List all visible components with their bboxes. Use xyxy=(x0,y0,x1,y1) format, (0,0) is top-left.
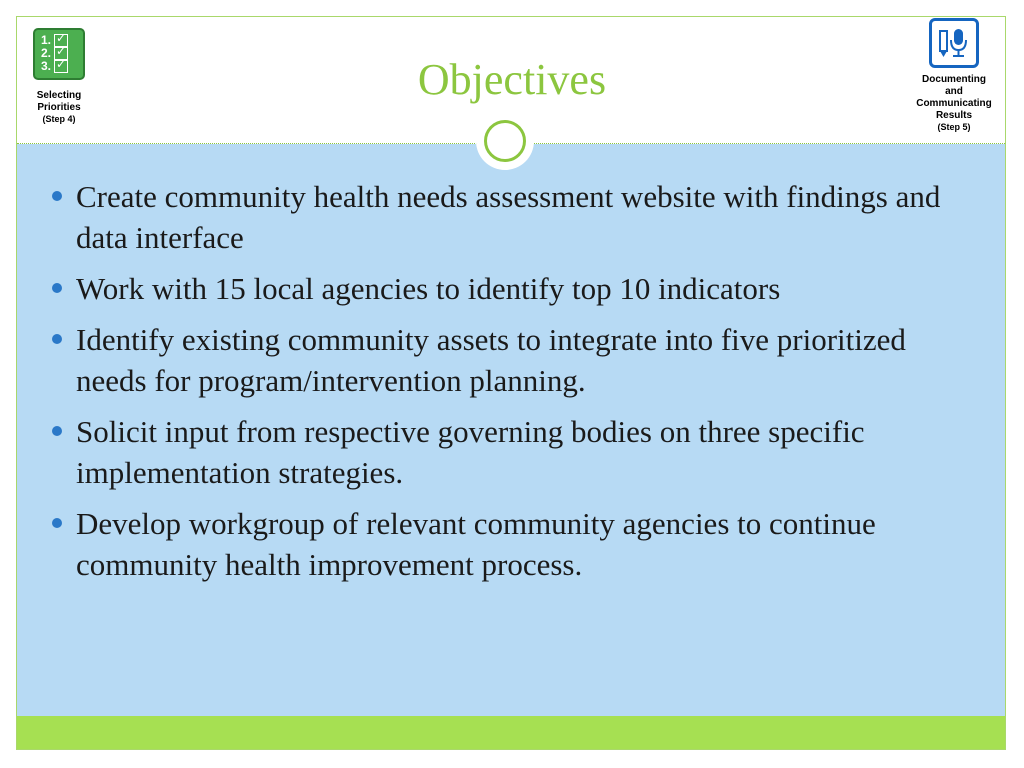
slide-title: Objectives xyxy=(417,55,607,104)
list-item xyxy=(48,319,983,401)
checklist-line-1: 1. xyxy=(41,33,52,47)
badge-label-line: Communicating xyxy=(916,98,992,109)
selecting-priorities-badge xyxy=(26,28,92,125)
bullet-text: Create community health needs assessment website with findings and data interface xyxy=(76,179,941,255)
bullet-text: Solicit input from respective governing bodies on three specific implementation strategies. xyxy=(76,414,865,490)
checklist-icon xyxy=(33,28,85,80)
bullet-icon xyxy=(52,518,62,528)
bullet-icon xyxy=(52,334,62,344)
bullet-icon xyxy=(52,426,62,436)
badge-label: Selecting Priorities xyxy=(36,90,82,113)
list-item xyxy=(48,268,983,309)
list-item xyxy=(48,503,983,585)
objectives-list xyxy=(48,176,983,595)
badge-step: (Step 4) xyxy=(42,114,76,124)
list-item xyxy=(48,176,983,258)
bullet-text: Identify existing community assets to integrate into five prioritized needs for program/intervention planning. xyxy=(76,322,906,398)
checkmark-icon: ✓ xyxy=(56,57,67,71)
documenting-results-badge xyxy=(906,18,1002,133)
bullet-text: Develop workgroup of relevant community agencies to continue community health improvement process. xyxy=(76,506,876,582)
bottom-bar xyxy=(17,716,1005,749)
bullet-icon xyxy=(52,283,62,293)
checkmark-icon: ✓ xyxy=(56,44,67,58)
bullet-text: Work with 15 local agencies to identify top 10 indicators xyxy=(76,271,781,306)
badge-label-line: and xyxy=(945,86,963,97)
badge-label xyxy=(906,74,1002,122)
badge-step: (Step 5) xyxy=(937,122,971,132)
checklist-line-3: 3. xyxy=(41,59,52,73)
checkmark-icon: ✓ xyxy=(56,31,67,45)
list-item xyxy=(48,411,983,493)
bullet-icon xyxy=(52,191,62,201)
ornament-ring-icon xyxy=(484,120,526,162)
badge-label-line: Documenting xyxy=(922,74,986,85)
microphone-icon xyxy=(929,18,979,68)
badge-label-line: Results xyxy=(935,110,973,121)
checklist-line-2: 2. xyxy=(41,46,52,60)
